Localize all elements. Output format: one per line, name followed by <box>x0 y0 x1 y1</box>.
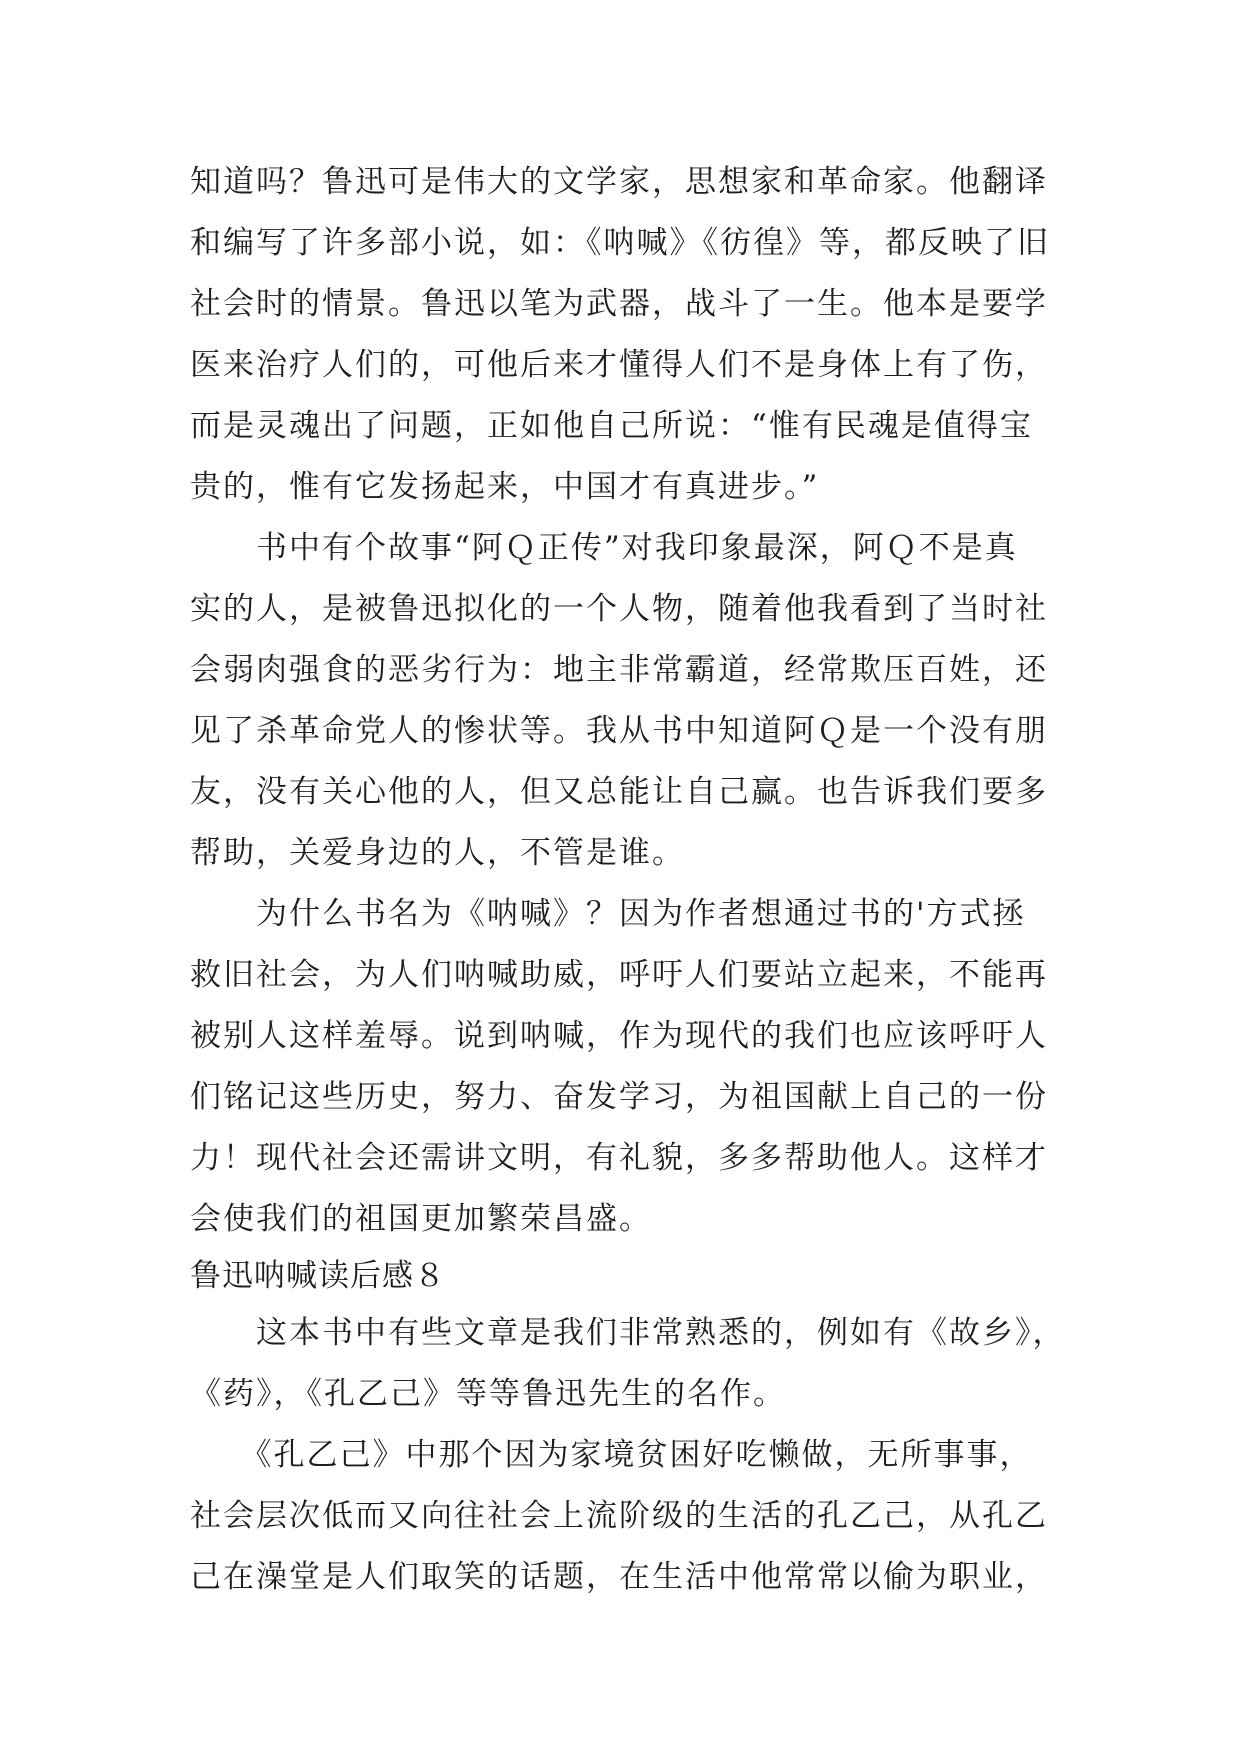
text-line: 《孔乙己》中那个因为家境贫困好吃懒做，无所事事， <box>190 1437 1033 1473</box>
text-line: 这本书中有些文章是我们非常熟悉的，例如有《故乡》， <box>190 1315 1066 1351</box>
text-line: 友，没有关心他的人，但又总能让自己赢。也告诉我们要多 <box>190 774 1048 810</box>
text-line: 会弱肉强食的恶劣行为：地主非常霸道，经常欺压百姓，还 <box>190 652 1048 688</box>
text-line: 《药》，《孔乙己》等等鲁迅先生的名作。 <box>190 1376 786 1412</box>
text-line: 书中有个故事“阿Ｑ正传”对我印象最深，阿Ｑ不是真 <box>190 530 1018 566</box>
text-line: 会使我们的祖国更加繁荣昌盛。 <box>190 1201 652 1237</box>
text-line: 们铭记这些历史，努力、奋发学习，为祖国献上自己的一份 <box>190 1079 1048 1115</box>
text-line: 知道吗？鲁迅可是伟大的文学家，思想家和革命家。他翻译 <box>190 164 1048 200</box>
text-line: 为什么书名为《呐喊》？因为作者想通过书的'方式拯 <box>190 896 1026 932</box>
text-line: 社会层次低而又向往社会上流阶级的生活的孔乙己，从孔乙 <box>190 1498 1048 1534</box>
text-line: 被别人这样羞辱。说到呐喊，作为现代的我们也应该呼吁人 <box>190 1018 1048 1054</box>
text-line: 力！现代社会还需讲文明，有礼貌，多多帮助他人。这样才 <box>190 1140 1048 1176</box>
text-line: 而是灵魂出了问题，正如他自己所说：“惟有民魂是值得宝 <box>190 408 1033 444</box>
text-line: 和编写了许多部小说，如：《呐喊》《彷徨》等，都反映了旧 <box>190 225 1050 261</box>
section-heading: 鲁迅呐喊读后感８ <box>190 1258 446 1294</box>
text-line: 见了杀革命党人的惨状等。我从书中知道阿Ｑ是一个没有朋 <box>190 713 1048 749</box>
text-line: 帮助，关爱身边的人，不管是谁。 <box>190 835 685 871</box>
text-line: 贵的，惟有它发扬起来，中国才有真进步。” <box>190 469 820 505</box>
text-line: 社会时的情景。鲁迅以笔为武器，战斗了一生。他本是要学 <box>190 286 1048 322</box>
text-line: 救旧社会，为人们呐喊助威，呼吁人们要站立起来，不能再 <box>190 957 1048 993</box>
text-line: 己在澡堂是人们取笑的话题，在生活中他常常以偷为职业， <box>190 1559 1048 1595</box>
text-line: 实的人，是被鲁迅拟化的一个人物，随着他我看到了当时社 <box>190 591 1048 627</box>
text-line: 医来治疗人们的，可他后来才懂得人们不是身体上有了伤， <box>190 347 1048 383</box>
